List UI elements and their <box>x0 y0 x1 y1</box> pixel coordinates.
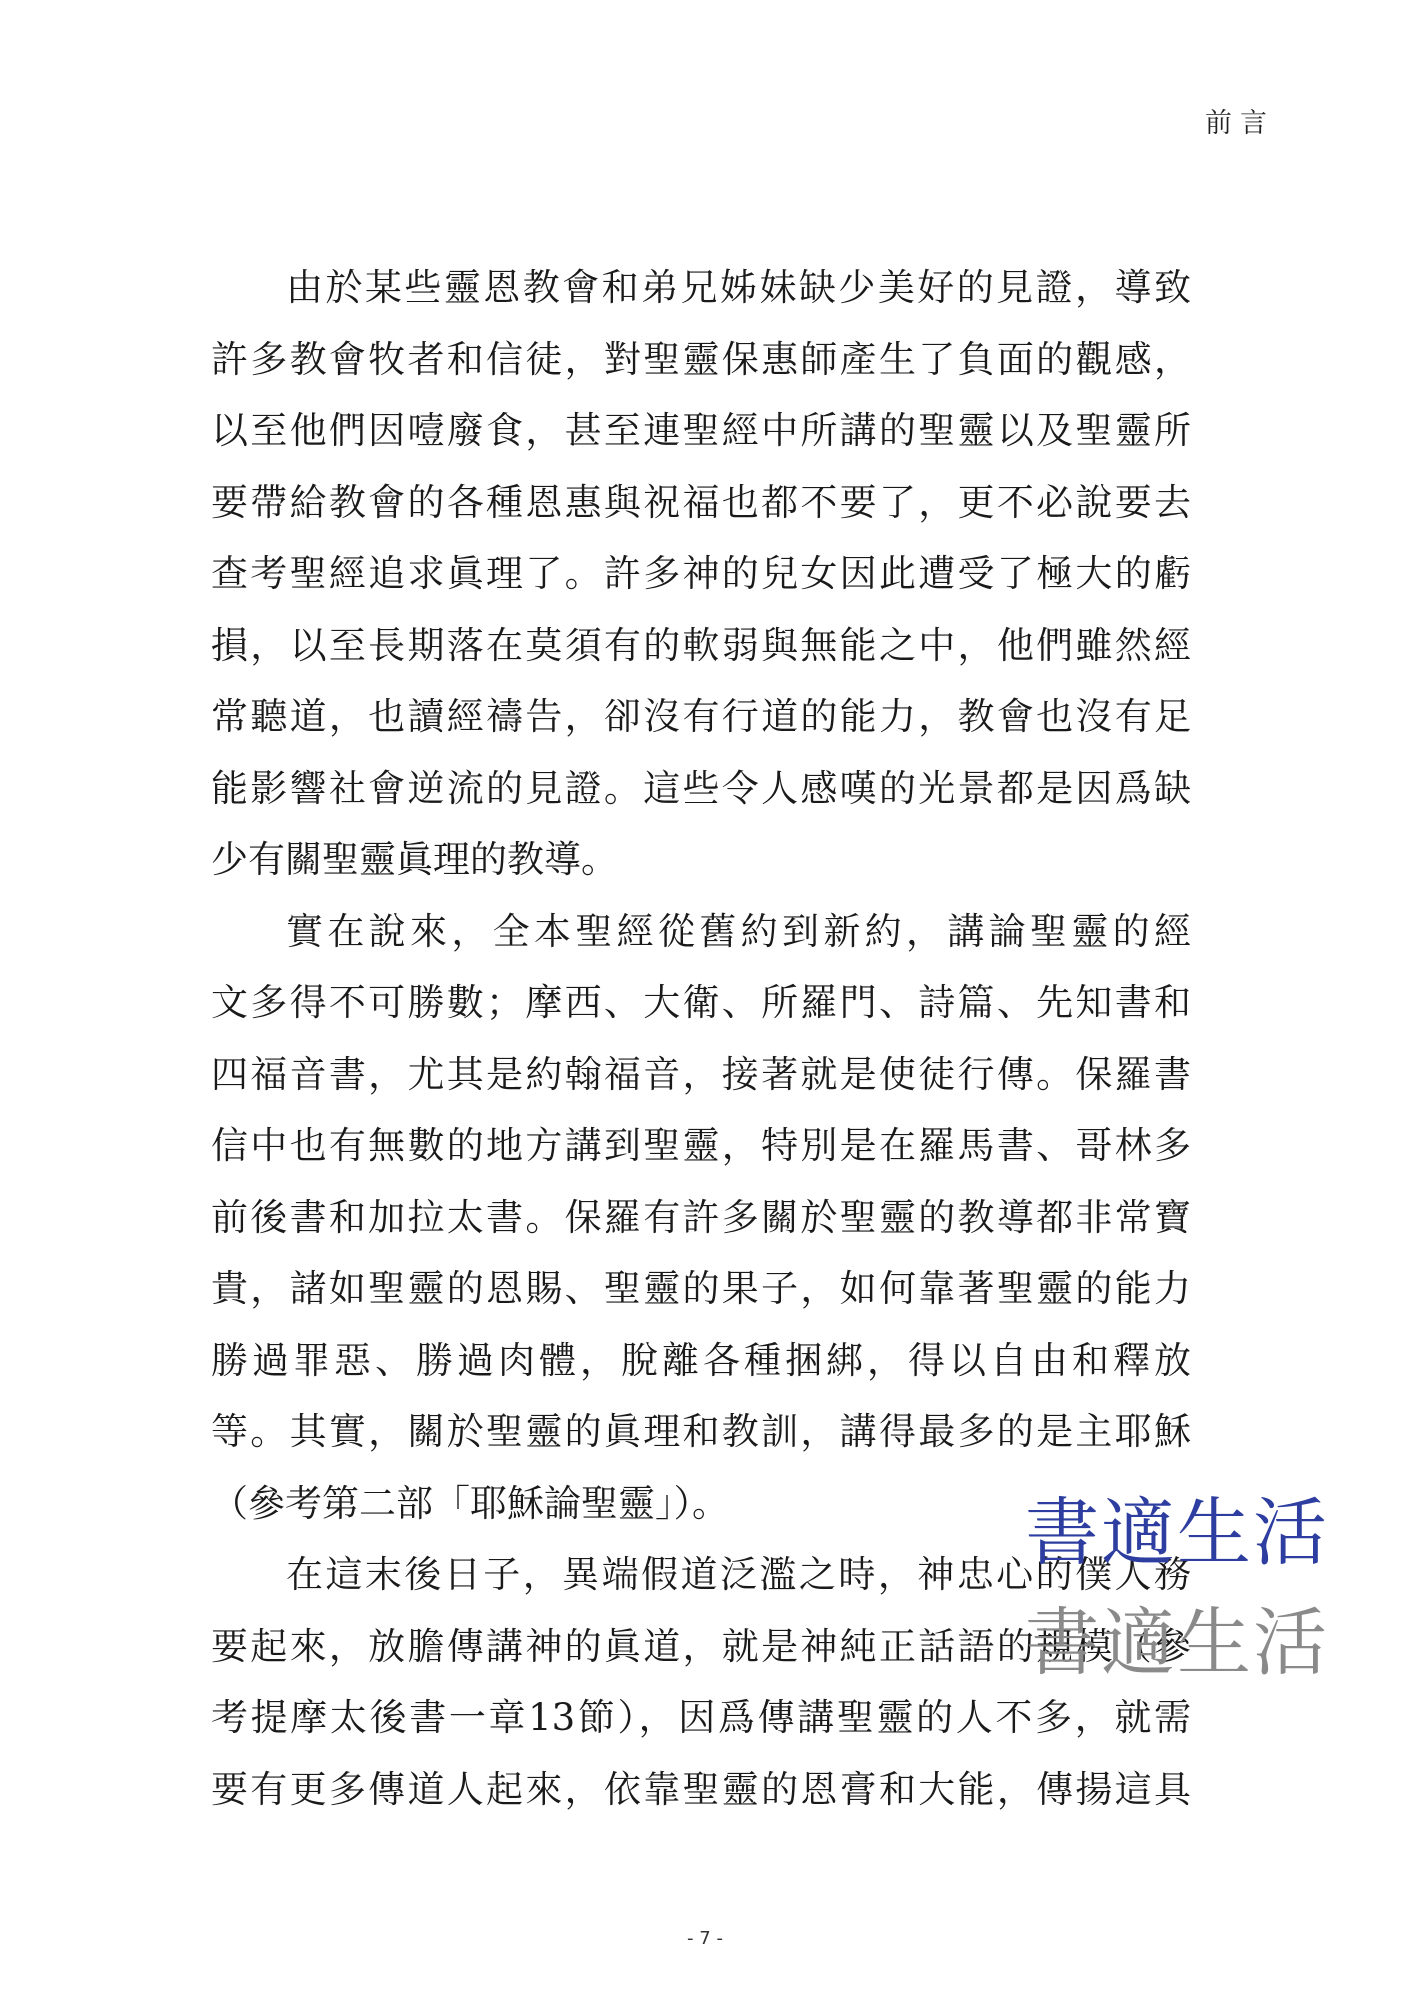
paragraph-line: 由於某些靈恩教會和弟兄姊妹缺少美好的見證，導致 <box>286 266 1191 309</box>
paragraph-line: 查考聖經追求眞理了。許多神的兒女因此遭受了極大的虧 <box>211 552 1191 595</box>
paragraph-line: 文多得不可勝數；摩西、大衛、所羅門、詩篇、先知書和 <box>211 981 1191 1024</box>
paragraph-line: 在這末後日子，異端假道泛濫之時，神忠心的僕人務 <box>286 1553 1191 1596</box>
paragraph-line: （參考第二部「耶穌論聖靈」）。 <box>211 1481 729 1525</box>
paragraph-line: 信中也有無數的地方講到聖靈，特別是在羅馬書、哥林多 <box>211 1124 1191 1167</box>
paragraph-line: 勝過罪惡、勝過肉體，脫離各種捆綁，得以自由和釋放 <box>211 1338 1191 1382</box>
page-number: - 7 - <box>687 1928 723 1949</box>
paragraph-line: 前後書和加拉太書。保羅有許多關於聖靈的教導都非常寶 <box>211 1195 1191 1239</box>
paragraph-line: 損，以至長期落在莫須有的軟弱與無能之中，他們雖然經 <box>211 623 1191 667</box>
watermark-text-back: 書適生活 <box>1025 1600 1329 1686</box>
paragraph-line: 四福音書，尤其是約翰福音，接著就是使徒行傳。保羅書 <box>211 1052 1191 1096</box>
paragraph-line: 等。其實，關於聖靈的眞理和教訓，講得最多的是主耶穌 <box>211 1410 1191 1453</box>
running-header-title: 前言 <box>1205 108 1275 139</box>
paragraph-line: 許多教會牧者和信徒，對聖靈保惠師產生了負面的觀感， <box>211 337 1191 381</box>
paragraph-line: 以至他們因噎廢食，甚至連聖經中所講的聖靈以及聖靈所 <box>211 409 1191 452</box>
watermark-text-front: 書適生活 <box>1025 1490 1329 1576</box>
paragraph-line: 考提摩太後書一章13節），因爲傳講聖靈的人不多，就需 <box>211 1696 1191 1739</box>
paragraph-line: 貴，諸如聖靈的恩賜、聖靈的果子，如何靠著聖靈的能力 <box>211 1267 1191 1310</box>
paragraph-line: 要有更多傳道人起來，依靠聖靈的恩膏和大能，傳揚這具 <box>211 1767 1191 1811</box>
paragraph-line: 實在說來，全本聖經從舊約到新約，講論聖靈的經 <box>286 909 1191 953</box>
paragraph-line: 要帶給教會的各種恩惠與祝福也都不要了，更不必說要去 <box>211 480 1191 524</box>
paragraph-line: 常聽道，也讀經禱告，卻沒有行道的能力，教會也沒有足 <box>211 695 1191 738</box>
body-text <box>211 252 1191 1825</box>
paragraph-line: 少有關聖靈眞理的教導。 <box>211 838 618 881</box>
paragraph-line: 能影響社會逆流的見證。這些令人感嘆的光景都是因爲缺 <box>211 766 1191 810</box>
paragraph-line: 要起來，放膽傳講神的眞道，就是神純正話語的規模（參 <box>211 1624 1191 1668</box>
